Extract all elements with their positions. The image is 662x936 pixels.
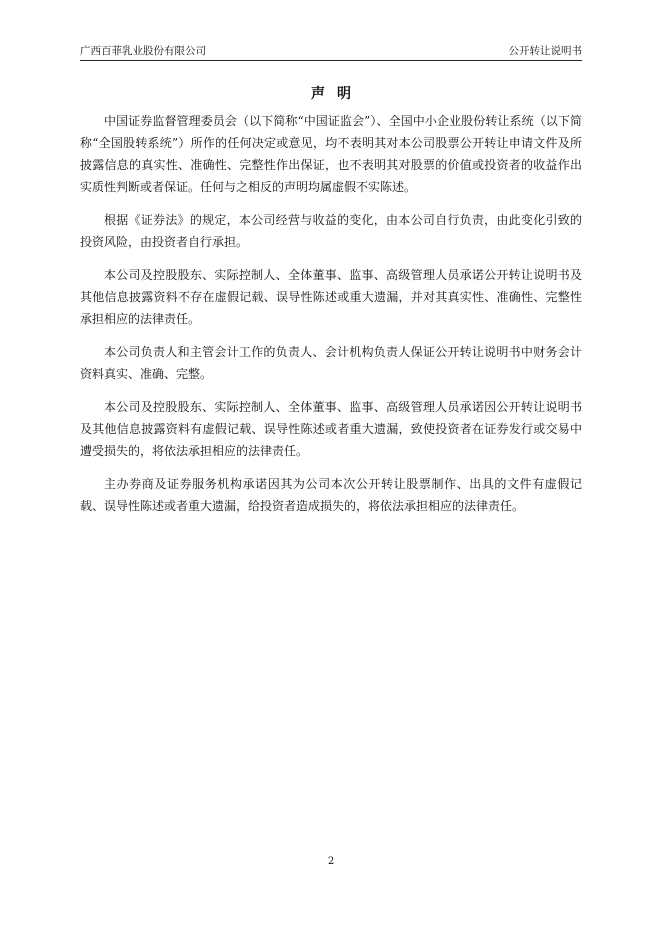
header-company-name: 广西百菲乳业股份有限公司 <box>80 45 206 57</box>
declaration-body <box>80 110 582 528</box>
declaration-paragraph-1: 中国证券监督管理委员会（以下简称“中国证监会”）、全国中小企业股份转让系统（以下简称“全国股转系统”）所作的任何决定或意见，均不表明其对本公司股票公开转让申请文件及所披露信息的真实性、准确性、完整性作出保证，也不表明其对股票的价值或投资者的收益作出实质性判断或者保证。任何与之相反的声明均属虚假不实陈述。 <box>80 114 582 194</box>
declaration-paragraph-4: 本公司负责人和主管会计工作的负责人、会计机构负责人保证公开转让说明书中财务会计资料真实、准确、完整。 <box>80 345 582 381</box>
declaration-paragraph-2: 根据《证券法》的规定，本公司经营与收益的变化，由本公司自行负责，由此变化引致的投资风险，由投资者自行承担。 <box>80 213 582 249</box>
declaration-paragraph-3: 本公司及控股股东、实际控制人、全体董事、监事、高级管理人员承诺公开转让说明书及其他信息披露资料不存在虚假记载、误导性陈述或重大遗漏，并对其真实性、准确性、完整性承担相应的法律责任。 <box>80 268 582 326</box>
declaration-paragraph-5: 本公司及控股股东、实际控制人、全体董事、监事、高级管理人员承诺因公开转让说明书及其他信息披露资料有虚假记载、误导性陈述或者重大遗漏，致使投资者在证券发行或交易中遭受损失的，将依法承担相应的法律责任。 <box>80 400 582 458</box>
declaration-paragraph-6: 主办券商及证券服务机构承诺因其为公司本次公开转让股票制作、出具的文件有虚假记载、误导性陈述或者重大遗漏，给投资者造成损失的，将依法承担相应的法律责任。 <box>80 477 582 513</box>
section-title: 声明 <box>311 86 363 102</box>
page-header <box>80 44 582 61</box>
page-number: 2 <box>327 856 335 867</box>
header-document-title: 公开转让说明书 <box>508 45 582 57</box>
